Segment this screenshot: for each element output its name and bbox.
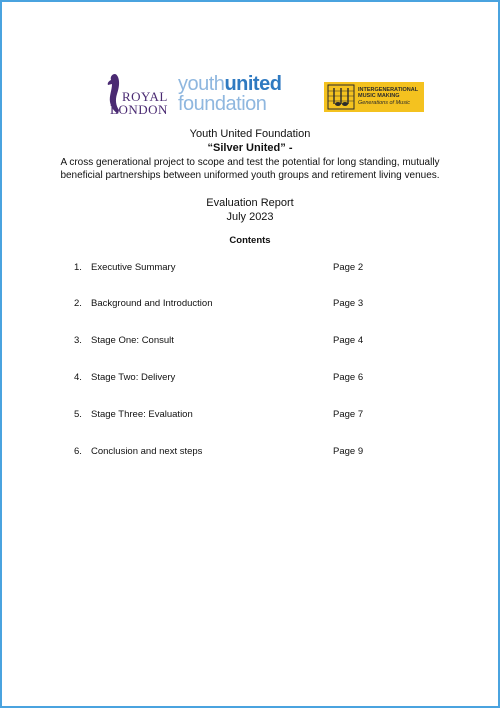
youth-united-line-1: [178, 74, 290, 94]
toc-page: Page 7: [333, 409, 364, 420]
united-word: united: [224, 73, 282, 95]
toc-item-6[interactable]: [74, 445, 374, 459]
toc-title: Stage One: Consult: [91, 335, 174, 346]
toc-page: Page 9: [333, 446, 364, 457]
toc-title: Background and Introduction: [91, 298, 213, 309]
toc-number: 5.: [74, 409, 82, 420]
foundation-word: foundation: [178, 93, 267, 115]
intergenerational-music-making-logo: [324, 82, 424, 112]
toc-number: 3.: [74, 335, 82, 346]
toc-item-2[interactable]: [74, 297, 374, 311]
toc-page: Page 6: [333, 372, 364, 383]
toc-page: Page 2: [333, 262, 364, 273]
toc-item-3[interactable]: [74, 334, 374, 348]
toc-item-4[interactable]: [74, 371, 374, 385]
youth-united-logo: [178, 74, 290, 114]
project-description: A cross generational project to scope and test the potential for long standing, mutually beneficial partnerships between uniformed youth groups and retirement living venues.: [60, 157, 440, 181]
toc-title: Conclusion and next steps: [91, 446, 203, 457]
royal-london-word-2: LONDON: [110, 102, 168, 117]
toc-number: 2.: [74, 298, 82, 309]
logo-strip: [0, 72, 500, 120]
imm-text-3: Generations of Music: [358, 100, 410, 106]
toc-item-1[interactable]: [74, 261, 374, 275]
toc-page: Page 3: [333, 298, 364, 309]
music-staff-icon: [327, 84, 355, 110]
toc-page: Page 4: [333, 335, 364, 346]
toc-title: Executive Summary: [91, 262, 176, 273]
report-title: Evaluation Report: [206, 197, 294, 209]
youth-word: youth: [178, 73, 225, 95]
organisation-name: Youth United Foundation: [189, 128, 311, 140]
imm-text-1: INTERGENERATIONAL: [358, 87, 419, 93]
project-title: “Silver United” -: [207, 142, 293, 154]
royal-london-word-1: ROYAL: [122, 89, 168, 104]
report-date: July 2023: [226, 211, 274, 223]
imm-text-2: MUSIC MAKING: [358, 93, 400, 99]
toc-number: 6.: [74, 446, 82, 457]
toc-number: 1.: [74, 262, 82, 273]
contents-heading: Contents: [229, 235, 271, 246]
toc-title: Stage Two: Delivery: [91, 372, 176, 383]
royal-london-logo: [104, 72, 174, 118]
toc-title: Stage Three: Evaluation: [91, 409, 193, 420]
toc-number: 4.: [74, 372, 82, 383]
toc-item-5[interactable]: [74, 408, 374, 422]
